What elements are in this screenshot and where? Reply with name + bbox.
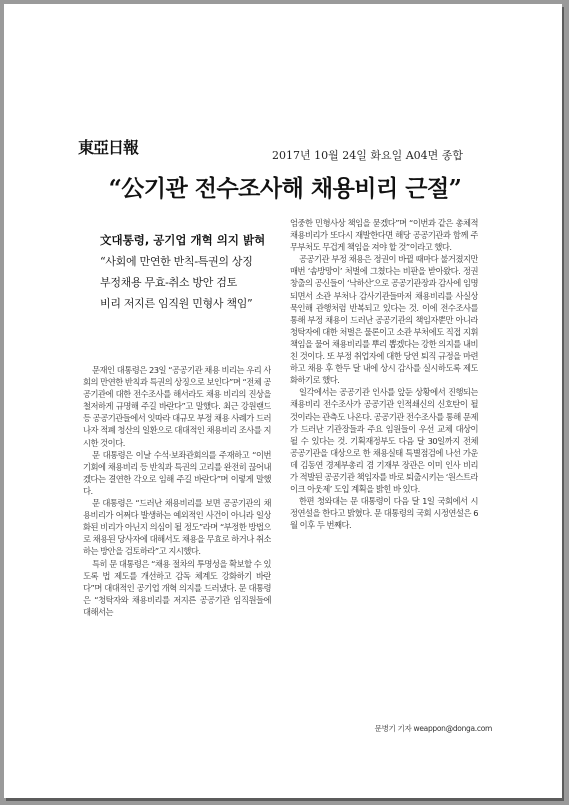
article-paragraph: 문 대통령은 “드러난 채용비리를 보면 공공기관의 채용비리가 어쩌다 발생하는 예외적인 사건이 아니라 일상화된 비리가 아닌지 의심이 될 정도”라며 “부정한 방법으로 채용된 당사자에 대해서도 채용을 무효로 하거나 취소하는 방안을 검토하라”고 지시했다.	[83, 498, 271, 557]
article-paragraph: 문재인 대통령은 23일 “공공기관 채용 비리는 우리 사회의 만연한 반칙과 특권의 상징으로 보인다”며 “전체 공공기관에 대한 전수조사를 해서라도 채용 비리의 진상을 철저하게 규명해 주길 바란다”고 말했다. 최근 강원랜드 등 공공기관들에서 잇따라 대규모 부정 채용 사례가 드러나자 적폐 청산의 일환으로 대대적인 채용비리 조사를 지시한 것이다.	[83, 365, 271, 448]
article-paragraph: 공공기관 부정 채용은 정권이 바뀔 때마다 불거졌지만 매번 ‘솜방망이’ 처벌에 그쳤다는 비판을 받아왔다. 정권 창출의 공신들이 ‘낙하산’으로 공공기관장과 감사에 임명되면서 소관 부처나 감사기관들마저 채용비리를 사실상 묵인해 관행처럼 반복되고 있다는 것. 이에 전수조사를 통해 부정 채용이 드러난 공공기관의 책임자뿐만 아니라 청탁자에 대한 처벌은 물론이고 소관 부처에도 직접 지휘 책임을 물어 채용비리를 뿌리 뽑겠다는 강한 의지를 내비친 것이다. 또 부정 취업자에 대한 당연 퇴직 규정을 마련하고 채용 후 한두 달 내에 상시 감사를 실시하도록 제도화하기로 했다.	[290, 254, 478, 386]
article-column-right	[290, 217, 478, 742]
masthead-logo: 東亞日報	[78, 138, 139, 157]
headline: “公기관 전수조사해 채용비리 근절”	[108, 175, 462, 202]
dateline: 2017년 10월 24일 화요일 A04면 종합	[272, 149, 464, 162]
article-column-left	[83, 364, 271, 794]
article-paragraph: 엄중한 민형사상 책임을 묻겠다”며 “이번과 같은 총체적 채용비리가 또다시 재발한다면 해당 공공기관과 함께 주무부처도 무겁게 책임을 져야 할 것”이라고 했다.	[290, 218, 478, 253]
article-paragraph: 한편 청와대는 문 대통령이 다음 달 1일 국회에서 시정연설을 한다고 밝혔다. 문 대통령의 국회 시정연설은 6월 이후 두 번째다.	[290, 496, 478, 531]
subhead-quote-line: 비리 저지른 임직원 민형사 책임”	[100, 297, 253, 310]
article-paragraph: 문 대통령은 이날 수석·보좌관회의를 주재하고 “이번 기회에 채용비리 등 반칙과 특권의 고리를 완전히 끊어내겠다는 결연한 각오로 임해 주길 바란다”며 이렇게 말했다.	[83, 449, 271, 496]
subhead-quote-line: “사회에 만연한 반칙-특권의 상징	[100, 255, 253, 268]
byline: 문병기 기자 weappon@donga.com	[374, 724, 492, 733]
article-paragraph: 일각에서는 공공기관 인사를 앞둔 상황에서 진행되는 채용비리 전수조사가 공공기관 인적쇄신의 신호탄이 될 것이라는 관측도 나온다. 공공기관 전수조사를 통해 문제가 드러난 기관장들과 주요 임원들이 우선 교체 대상이 될 수 있다는 것. 기획재정부도 다음 달 30일까지 전체 공공기관을 대상으로 한 채용실태 특별점검에 나선 가운데 김동연 경제부총리 겸 기재부 장관은 이미 인사 비리가 적발된 공공기관 책임자를 바로 퇴출시키는 ‘원스트라이크 아웃제’ 도입 계획을 밝힌 바 있다.	[290, 387, 478, 495]
subhead-main: 文대통령, 공기업 개혁 의지 밝혀	[100, 233, 266, 247]
article-paragraph: 특히 문 대통령은 “채용 절차의 투명성을 확보할 수 있도록 법 제도를 개선하고 감독 체계도 강화하기 바란다”며 대대적인 공기업 개혁 의지를 드러냈다. 문 대통령은 “청탁자와 채용비리를 저지른 공공기관 임직원들에 대해서는	[83, 558, 271, 617]
subhead-quote-line: 부정채용 무효-취소 방안 검토	[100, 276, 237, 289]
